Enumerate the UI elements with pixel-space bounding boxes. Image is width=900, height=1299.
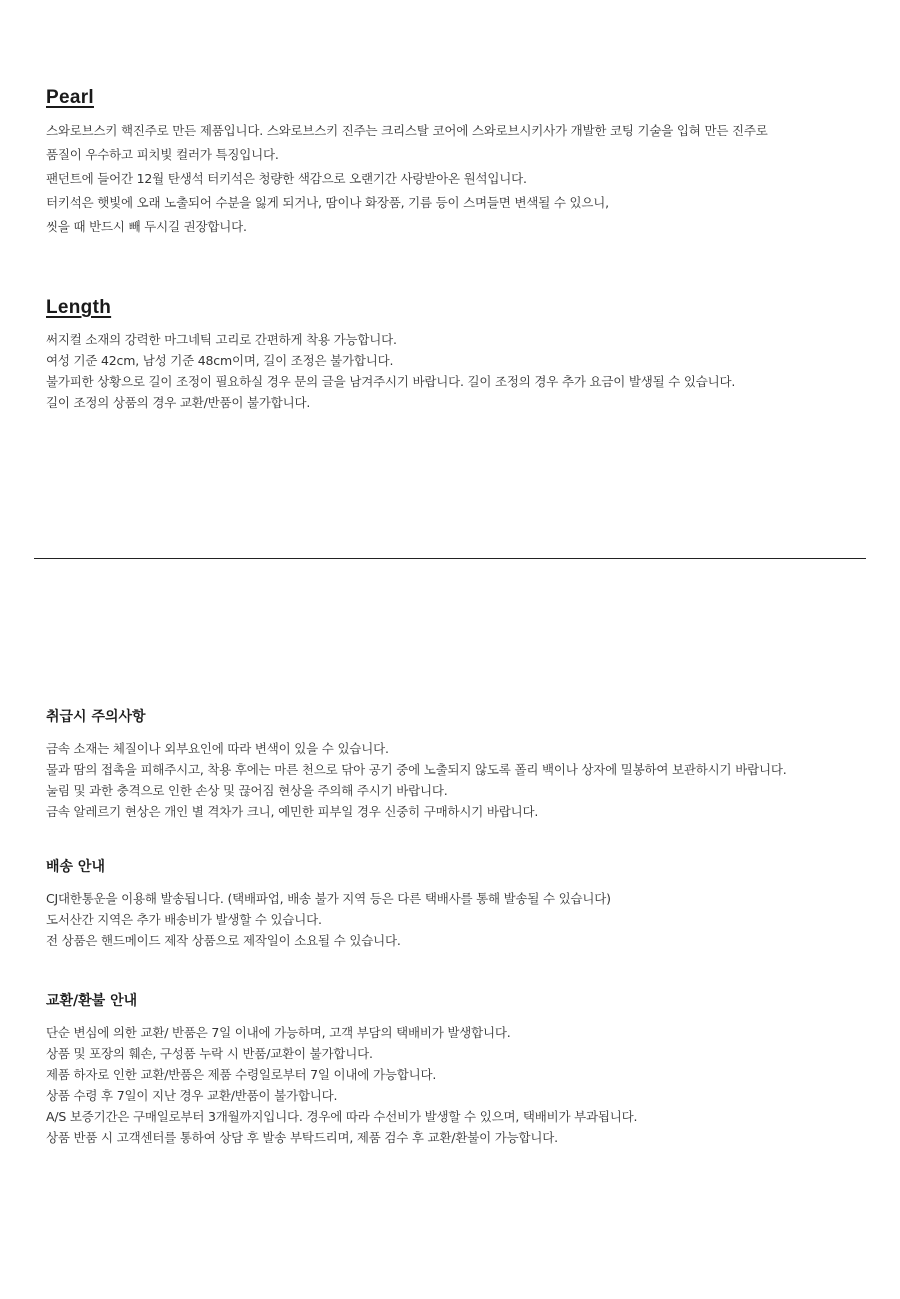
shipping-line: CJ대한통운을 이용해 발송됩니다. (택배파업, 배송 불가 지역 등은 다른 택배사를 통해 발송될 수 있습니다) [46, 891, 611, 906]
pearl-line: 품질이 우수하고 피치빛 컬러가 특징입니다. [46, 147, 279, 162]
length-line: 써지컬 소재의 강력한 마그네틱 고리로 간편하게 착용 가능합니다. [46, 332, 397, 347]
pearl-heading: Pearl [46, 87, 94, 108]
exchange-heading: 교환/환불 안내 [46, 993, 138, 1009]
shipping-list [46, 888, 880, 951]
pearl-description [46, 119, 880, 239]
pearl-line: 터키석은 햇빛에 오래 노출되어 수분을 잃게 되거나, 땀이나 화장품, 기름 등이 스며들면 변색될 수 있으니, [46, 195, 609, 210]
exchange-line: 단순 변심에 의한 교환/ 반품은 7일 이내에 가능하며, 고객 부담의 택배비가 발생합니다. [46, 1025, 511, 1040]
length-line: 길이 조정의 상품의 경우 교환/반품이 불가합니다. [46, 395, 311, 410]
caution-line: 눌림 및 과한 충격으로 인한 손상 및 끊어짐 현상을 주의해 주시기 바랍니다. [46, 783, 448, 798]
pearl-line: 스와로브스키 핵진주로 만든 제품입니다. 스와로브스키 진주는 크리스탈 코어에 스와로브시키사가 개발한 코팅 기술을 입혀 만든 진주로 [46, 123, 768, 138]
caution-line: 금속 소재는 체질이나 외부요인에 따라 변색이 있을 수 있습니다. [46, 741, 389, 756]
shipping-heading: 배송 안내 [46, 859, 105, 875]
exchange-line: 상품 및 포장의 훼손, 구성품 누락 시 반품/교환이 불가합니다. [46, 1046, 373, 1061]
exchange-line: 제품 하자로 인한 교환/반품은 제품 수령일로부터 7일 이내에 가능합니다. [46, 1067, 437, 1082]
caution-heading: 취급시 주의사항 [46, 709, 146, 725]
pearl-line: 팬던트에 들어간 12월 탄생석 터키석은 청량한 색감으로 오랜기간 사랑받아온 원석입니다. [46, 171, 527, 186]
caution-line: 금속 알레르기 현상은 개인 별 격차가 크니, 예민한 피부일 경우 신중히 구매하시기 바랍니다. [46, 804, 539, 819]
shipping-line: 전 상품은 핸드메이드 제작 상품으로 제작일이 소요될 수 있습니다. [46, 933, 401, 948]
length-line: 여성 기준 42cm, 남성 기준 48cm이며, 길이 조정은 불가합니다. [46, 353, 394, 368]
section-divider [34, 558, 866, 559]
exchange-line: 상품 수령 후 7일이 지난 경우 교환/반품이 불가합니다. [46, 1088, 338, 1103]
shipping-section [46, 857, 880, 951]
pearl-line: 씻을 때 반드시 빼 두시길 권장합니다. [46, 219, 247, 234]
exchange-section [46, 991, 880, 1148]
exchange-line: A/S 보증기간은 구매일로부터 3개월까지입니다. 경우에 따라 수선비가 발생할 수 있으며, 택배비가 부과됩니다. [46, 1109, 638, 1124]
length-section [46, 296, 880, 413]
shipping-line: 도서산간 지역은 추가 배송비가 발생할 수 있습니다. [46, 912, 322, 927]
exchange-list [46, 1022, 880, 1148]
length-heading: Length [46, 297, 112, 318]
caution-section [46, 707, 880, 822]
exchange-line: 상품 반품 시 고객센터를 통하여 상담 후 발송 부탁드리며, 제품 검수 후 교환/환불이 가능합니다. [46, 1130, 558, 1145]
caution-line: 물과 땀의 접촉을 피해주시고, 착용 후에는 마른 천으로 닦아 공기 중에 노출되지 않도록 폴리 백이나 상자에 밀봉하여 보관하시기 바랍니다. [46, 762, 787, 777]
length-line: 불가피한 상황으로 길이 조정이 필요하실 경우 문의 글을 남겨주시기 바랍니다. 길이 조정의 경우 추가 요금이 발생될 수 있습니다. [46, 374, 736, 389]
pearl-section [46, 86, 880, 239]
length-description [46, 329, 880, 413]
caution-list [46, 738, 880, 822]
